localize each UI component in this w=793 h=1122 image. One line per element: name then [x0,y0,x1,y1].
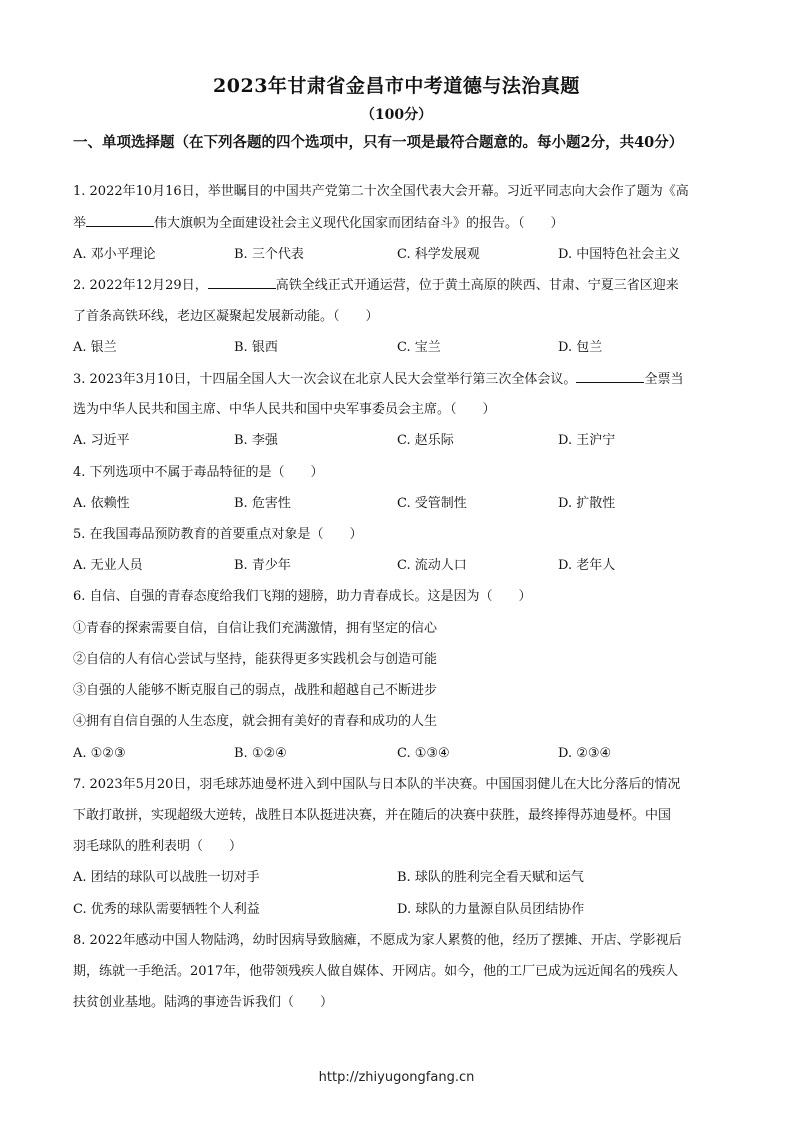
q8-line-2: 期，练就一手绝活。2017年，他带领残疾人做自媒体、开网店。如今，他的工厂已成为远近闻名的残疾人 [73,964,679,979]
q1-option-a: A. 邓小平理论 [73,247,156,262]
q4-option-b: B. 危害性 [234,496,291,511]
q7-option-d: D. 球队的力量源自队员团结协作 [397,902,585,917]
q4-option-c: C. 受管制性 [397,496,467,511]
q6-statement-1: ①青春的探索需要自信，自信让我们充满激情，拥有坚定的信心 [73,621,438,636]
q1-option-d: D. 中国特色社会主义 [558,247,681,262]
q8-line-1: 8. 2022年感动中国人物陆鸿，幼时因病导致脑瘫，不愿成为家人累赘的他，经历了摆摊、开店、学影视后 [73,933,682,948]
q7-line-3: 羽毛球队的胜利表明（ ） [73,839,243,854]
q2-blank [208,276,276,289]
q6-statement-2: ②自信的人有信心尝试与坚持，能获得更多实践机会与创造可能 [73,652,438,667]
q7-option-a: A. 团结的球队可以战胜一切对手 [73,870,260,885]
q6-line-1: 6. 自信、自强的青春态度给我们飞翔的翅膀，助力青春成长。这是因为（ ） [73,589,532,604]
q1-line-2 [73,214,723,233]
q3-option-a: A. 习近平 [73,433,130,448]
q5-line-1: 5. 在我国毒品预防教育的首要重点对象是（ ） [73,527,363,542]
q7-line-1: 7. 2023年5月20日，羽毛球苏迪曼杯进入到中国队与日本队的半决赛。中国国羽健儿在大比分落后的情况 [73,777,681,792]
q2-line-1 [73,276,723,295]
section-heading: 一、单项选择题（在下列各题的四个选项中，只有一项是最符合题意的。每小题2分，共40分） [73,134,684,151]
q3-line-2: 选为中华人民共和国主席、中华人民共和国中央军事委员会主席。（ ） [73,402,496,417]
q6-option-c: C. ①③④ [397,746,450,761]
q5-option-d: D. 老年人 [558,558,616,573]
q8-line-3: 扶贫创业基地。陆鸿的事迹告诉我们（ ） [73,995,334,1010]
q3-line-1 [73,370,723,389]
q1-blank [86,214,154,227]
q2-option-a: A. 银兰 [73,340,117,355]
q4-option-a: A. 依赖性 [73,496,130,511]
q1-text-a: 举 [73,216,87,231]
page-title: 2023年甘肃省金昌市中考道德与法治真题 [213,75,580,97]
q2-option-b: B. 银西 [234,340,278,355]
q1-option-c: C. 科学发展观 [397,247,480,262]
q5-option-b: B. 青少年 [234,558,291,573]
q4-option-d: D. 扩散性 [558,496,616,511]
q1-text-b: 伟大旗帜为全面建设社会主义现代化国家而团结奋斗》的报告。（ ） [154,216,564,231]
q5-option-c: C. 流动人口 [397,558,467,573]
q5-option-a: A. 无业人员 [73,558,143,573]
q2-option-c: C. 宝兰 [397,340,441,355]
q7-option-b: B. 球队的胜利完全看天赋和运气 [397,870,584,885]
q6-statement-3: ③自强的人能够不断克服自己的弱点，战胜和超越自己不断进步 [73,683,438,698]
q6-option-b: B. ①②④ [234,746,287,761]
q3-text-a: 3. 2023年3月10日，十四届全国人大一次会议在北京人民大会堂举行第三次全体会议。 [73,372,577,387]
q6-option-d: D. ②③④ [558,746,612,761]
q6-option-a: A. ①②③ [73,746,126,761]
q3-blank [576,370,644,383]
total-score: （100分） [360,107,433,123]
q4-line-1: 4. 下列选项中不属于毒品特征的是（ ） [73,465,324,480]
q1-line-1: 1. 2022年10月16日，举世瞩目的中国共产党第二十次全国代表大会开幕。习近平同志向大会作了题为《高 [73,184,689,199]
q2-text-a: 2. 2022年12月29日， [73,278,208,293]
q7-line-2: 下敢打敢拼，实现超级大逆转，战胜日本队挺进决赛，并在随后的决赛中获胜，最终捧得苏迪曼杯。中国 [73,808,672,823]
q3-option-b: B. 李强 [234,433,278,448]
q1-option-b: B. 三个代表 [234,247,304,262]
q3-option-c: C. 赵乐际 [397,433,454,448]
q3-option-d: D. 王沪宁 [558,433,616,448]
q7-option-c: C. 优秀的球队需要牺牲个人利益 [73,902,260,917]
q2-text-b: 高铁全线正式开通运营，位于黄土高原的陕西、甘肃、宁夏三省区迎来 [275,278,679,293]
q2-line-2: 了首条高铁环线，老边区凝聚起发展新动能。（ ） [73,309,379,324]
q6-statement-4: ④拥有自信自强的人生态度，就会拥有美好的青春和成功的人生 [73,714,438,729]
footer-url[interactable]: http://zhiyugongfang.cn [318,1070,475,1085]
q3-text-b: 全票当 [644,372,684,387]
q2-option-d: D. 包兰 [558,340,603,355]
